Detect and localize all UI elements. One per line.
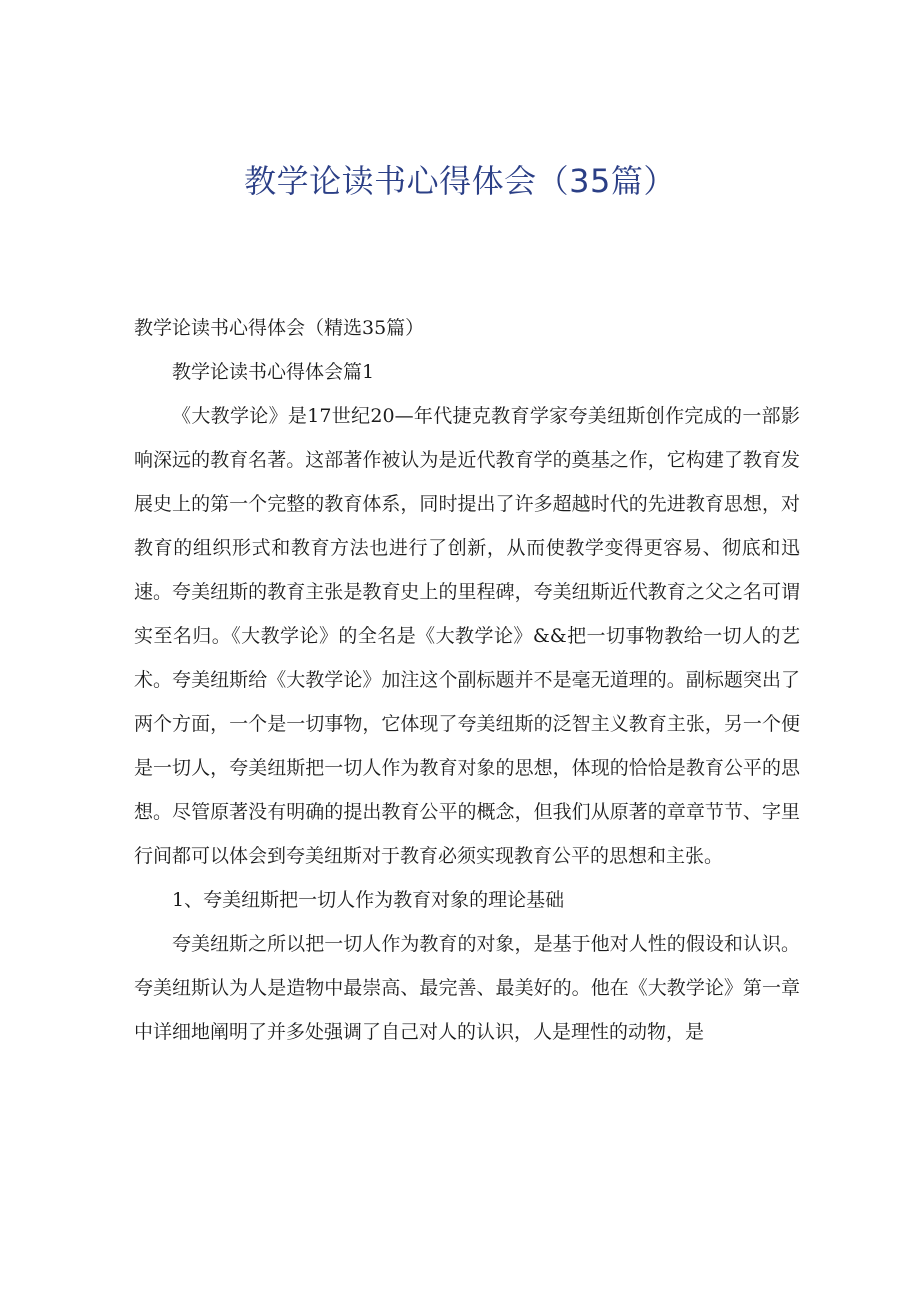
document-subtitle: 教学论读书心得体会（精选35篇） [134, 317, 425, 339]
section-heading: 教学论读书心得体会篇1 [172, 361, 375, 383]
document-title: 教学论读书心得体会（35篇） [244, 162, 676, 200]
body-paragraph-2: 夸美纽斯之所以把一切人作为教育的对象，是基于他对人性的假设和认识。夸美纽斯认为人是造物中最崇高、最完善、最美好的。他在《大教学论》第一章中详细地阐明了并多处强调了自己对人的认识，人是理性的动物，是 [134, 933, 800, 1043]
body-paragraph-1: 《大教学论》是17世纪20—年代捷克教育学家夸美纽斯创作完成的一部影响深远的教育名著。这部著作被认为是近代教育学的奠基之作，它构建了教育发展史上的第一个完整的教育体系，同时提出了许多超越时代的先进教育思想，对教育的组织形式和教育方法也进行了创新，从而使教学变得更容易、彻底和迅速。夸美纽斯的教育主张是教育史上的里程碑，夸美纽斯近代教育之父之名可谓实至名归。《大教学论》的全名是《大教学论》&&把一切事物教给一切人的艺术。夸美纽斯给《大教学论》加注这个副标题并不是毫无道理的。副标题突出了两个方面，一个是一切事物，它体现了夸美纽斯的泛智主义教育主张，另一个便是一切人，夸美纽斯把一切人作为教育对象的思想，体现的恰恰是教育公平的思想。尽管原著没有明确的提出教育公平的概念，但我们从原著的章章节节、字里行间都可以体会到夸美纽斯对于教育必须实现教育公平的思想和主张。 [134, 405, 800, 867]
document-body [134, 306, 800, 1054]
point-heading: 1、夸美纽斯把一切人作为教育对象的理论基础 [172, 889, 565, 911]
